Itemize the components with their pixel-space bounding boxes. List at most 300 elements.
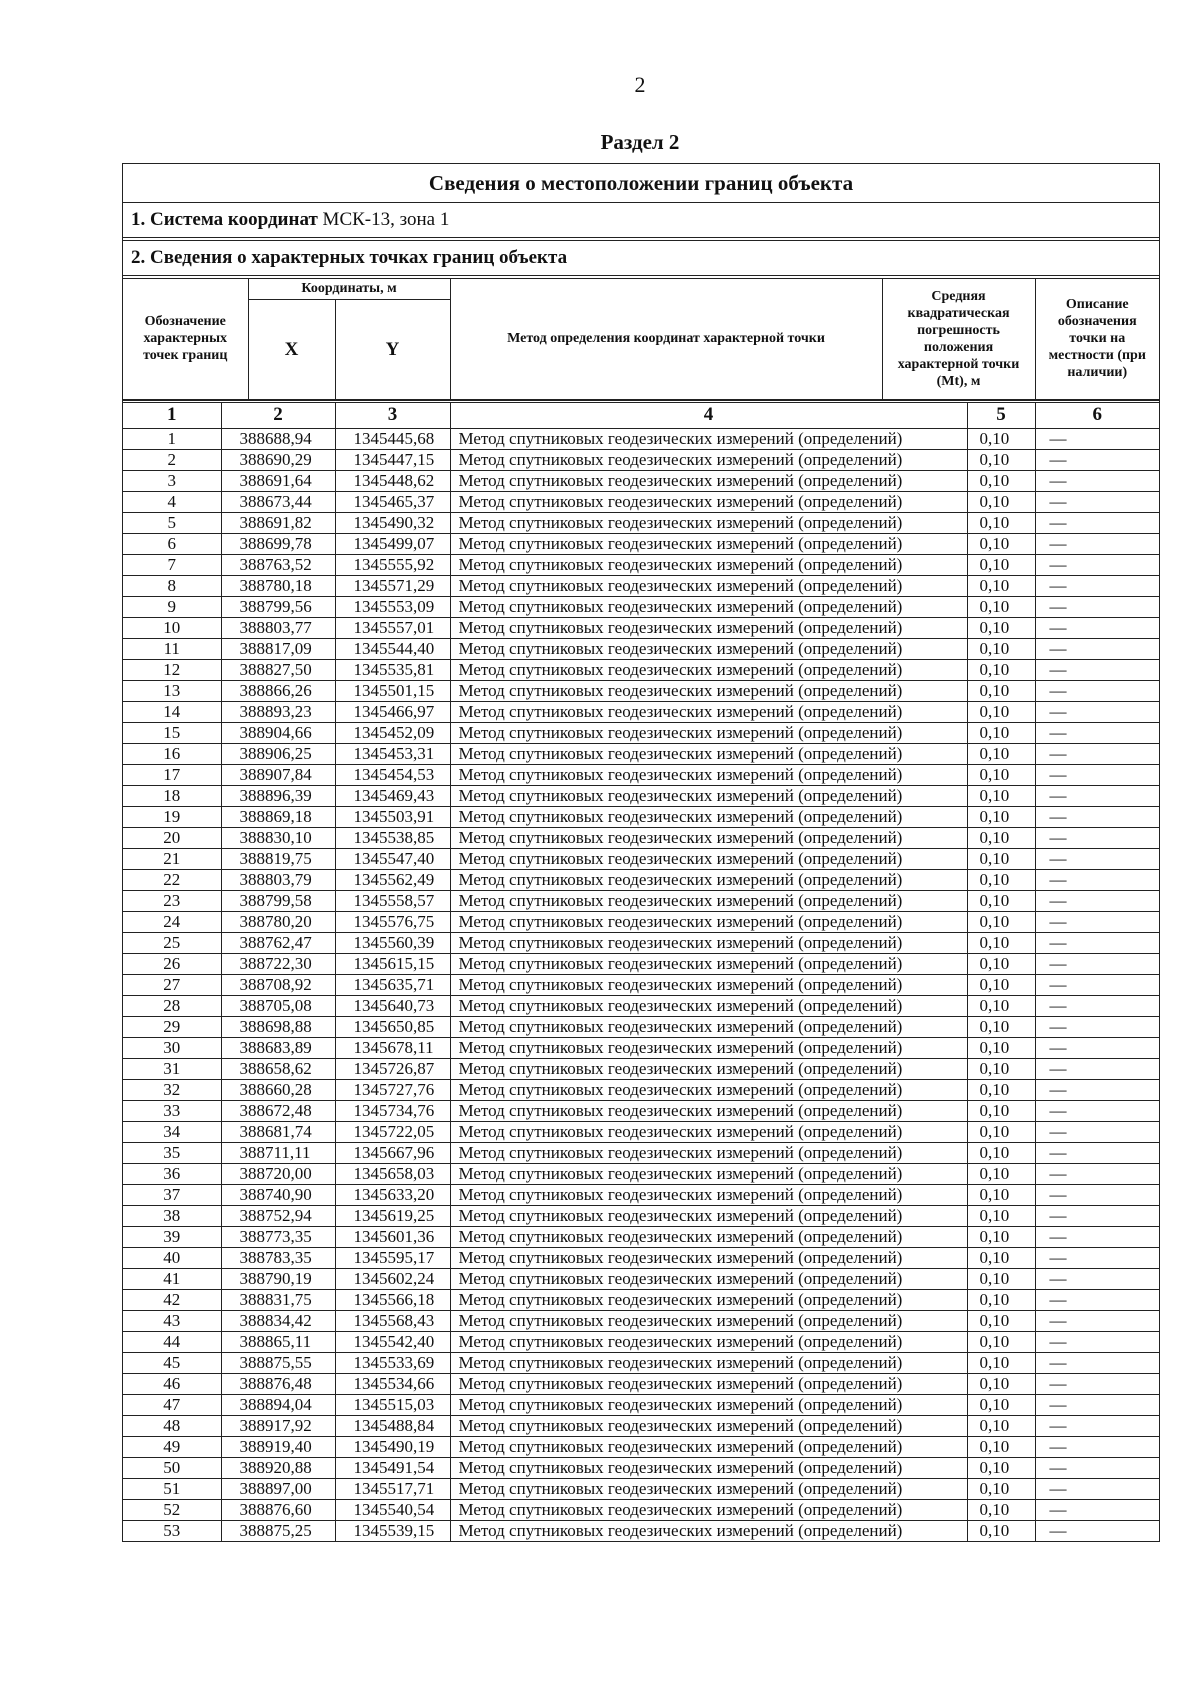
method: Метод спутниковых геодезических измерений (определений) [450, 1016, 967, 1037]
y-coordinate: 1345448,62 [335, 470, 450, 491]
description: — [1035, 1205, 1159, 1226]
point-number: 23 [123, 890, 221, 911]
point-number: 26 [123, 953, 221, 974]
y-coordinate: 1345539,15 [335, 1520, 450, 1541]
table-row [123, 638, 1159, 659]
x-coordinate: 388752,94 [221, 1205, 335, 1226]
y-coordinate: 1345538,85 [335, 827, 450, 848]
table-row [123, 659, 1159, 680]
y-coordinate: 1345499,07 [335, 533, 450, 554]
point-number: 12 [123, 659, 221, 680]
point-number: 1 [123, 428, 221, 449]
table-row [123, 596, 1159, 617]
x-coordinate: 388827,50 [221, 659, 335, 680]
table-row [123, 1352, 1159, 1373]
method: Метод спутниковых геодезических измерений (определений) [450, 554, 967, 575]
y-coordinate: 1345534,66 [335, 1373, 450, 1394]
error-value: 0,10 [967, 554, 1035, 575]
table-row [123, 785, 1159, 806]
error-value: 0,10 [967, 1058, 1035, 1079]
point-number: 31 [123, 1058, 221, 1079]
method: Метод спутниковых геодезических измерений (определений) [450, 449, 967, 470]
table-row [123, 1079, 1159, 1100]
x-coordinate: 388691,64 [221, 470, 335, 491]
point-number: 25 [123, 932, 221, 953]
y-coordinate: 1345454,53 [335, 764, 450, 785]
header-coordinates: Координаты, м [248, 279, 450, 299]
point-number: 7 [123, 554, 221, 575]
point-number: 18 [123, 785, 221, 806]
description: — [1035, 1247, 1159, 1268]
x-coordinate: 388780,18 [221, 575, 335, 596]
x-coordinate: 388763,52 [221, 554, 335, 575]
table-row [123, 1394, 1159, 1415]
table-row [123, 1058, 1159, 1079]
y-coordinate: 1345547,40 [335, 848, 450, 869]
description: — [1035, 806, 1159, 827]
error-value: 0,10 [967, 1121, 1035, 1142]
error-value: 0,10 [967, 953, 1035, 974]
error-value: 0,10 [967, 1373, 1035, 1394]
description: — [1035, 1478, 1159, 1499]
point-number: 20 [123, 827, 221, 848]
header-designation: Обозначение характерных точек границ [123, 279, 248, 399]
point-number: 5 [123, 512, 221, 533]
x-coordinate: 388699,78 [221, 533, 335, 554]
description: — [1035, 533, 1159, 554]
error-value: 0,10 [967, 701, 1035, 722]
table-row [123, 869, 1159, 890]
method: Метод спутниковых геодезических измерений (определений) [450, 932, 967, 953]
method: Метод спутниковых геодезических измерений (определений) [450, 722, 967, 743]
point-number: 47 [123, 1394, 221, 1415]
x-coordinate: 388660,28 [221, 1079, 335, 1100]
y-coordinate: 1345595,17 [335, 1247, 450, 1268]
description: — [1035, 869, 1159, 890]
x-coordinate: 388658,62 [221, 1058, 335, 1079]
x-coordinate: 388672,48 [221, 1100, 335, 1121]
x-coordinate: 388780,20 [221, 911, 335, 932]
x-coordinate: 388919,40 [221, 1436, 335, 1457]
x-coordinate: 388783,35 [221, 1247, 335, 1268]
error-value: 0,10 [967, 638, 1035, 659]
description: — [1035, 470, 1159, 491]
point-number: 51 [123, 1478, 221, 1499]
point-number: 2 [123, 449, 221, 470]
error-value: 0,10 [967, 1331, 1035, 1352]
error-value: 0,10 [967, 827, 1035, 848]
point-number: 11 [123, 638, 221, 659]
table-row [123, 932, 1159, 953]
y-coordinate: 1345553,09 [335, 596, 450, 617]
error-value: 0,10 [967, 659, 1035, 680]
y-coordinate: 1345658,03 [335, 1163, 450, 1184]
x-coordinate: 388688,94 [221, 428, 335, 449]
description: — [1035, 659, 1159, 680]
y-coordinate: 1345576,75 [335, 911, 450, 932]
point-number: 14 [123, 701, 221, 722]
error-value: 0,10 [967, 1100, 1035, 1121]
x-coordinate: 388690,29 [221, 449, 335, 470]
table-row [123, 1289, 1159, 1310]
method: Метод спутниковых геодезических измерений (определений) [450, 1142, 967, 1163]
method: Метод спутниковых геодезических измерений (определений) [450, 1478, 967, 1499]
method: Метод спутниковых геодезических измерений (определений) [450, 1415, 967, 1436]
error-value: 0,10 [967, 848, 1035, 869]
point-number: 27 [123, 974, 221, 995]
coord-system-value: МСК-13, зона 1 [317, 209, 450, 230]
y-coordinate: 1345727,76 [335, 1079, 450, 1100]
point-number: 52 [123, 1499, 221, 1520]
method: Метод спутниковых геодезических измерений (определений) [450, 1100, 967, 1121]
description: — [1035, 1331, 1159, 1352]
x-coordinate: 388831,75 [221, 1289, 335, 1310]
method: Метод спутниковых геодезических измерений (определений) [450, 659, 967, 680]
point-number: 53 [123, 1520, 221, 1541]
description: — [1035, 1184, 1159, 1205]
column-number: 3 [335, 401, 450, 428]
error-value: 0,10 [967, 1352, 1035, 1373]
error-value: 0,10 [967, 1268, 1035, 1289]
point-number: 32 [123, 1079, 221, 1100]
point-number: 34 [123, 1121, 221, 1142]
y-coordinate: 1345465,37 [335, 491, 450, 512]
point-number: 50 [123, 1457, 221, 1478]
y-coordinate: 1345533,69 [335, 1352, 450, 1373]
x-coordinate: 388705,08 [221, 995, 335, 1016]
method: Метод спутниковых геодезических измерений (определений) [450, 680, 967, 701]
header-method: Метод определения координат характерной точки [450, 279, 882, 399]
method: Метод спутниковых геодезических измерений (определений) [450, 1058, 967, 1079]
error-value: 0,10 [967, 428, 1035, 449]
x-coordinate: 388865,11 [221, 1331, 335, 1352]
y-coordinate: 1345535,81 [335, 659, 450, 680]
y-coordinate: 1345542,40 [335, 1331, 450, 1352]
table-row [123, 1121, 1159, 1142]
x-coordinate: 388830,10 [221, 827, 335, 848]
error-value: 0,10 [967, 995, 1035, 1016]
header-error: Средняя квадратическая погрешность положения характерной точки (Mt), м [882, 279, 1035, 399]
error-value: 0,10 [967, 470, 1035, 491]
x-coordinate: 388896,39 [221, 785, 335, 806]
table-row [123, 890, 1159, 911]
error-value: 0,10 [967, 1499, 1035, 1520]
point-number: 8 [123, 575, 221, 596]
error-value: 0,10 [967, 1457, 1035, 1478]
error-value: 0,10 [967, 533, 1035, 554]
x-coordinate: 388722,30 [221, 953, 335, 974]
description: — [1035, 428, 1159, 449]
method: Метод спутниковых геодезических измерений (определений) [450, 785, 967, 806]
method: Метод спутниковых геодезических измерений (определений) [450, 1079, 967, 1100]
description: — [1035, 1457, 1159, 1478]
method: Метод спутниковых геодезических измерений (определений) [450, 911, 967, 932]
coord-system-label: 1. Система координат [131, 209, 318, 230]
x-coordinate: 388681,74 [221, 1121, 335, 1142]
description: — [1035, 1163, 1159, 1184]
description: — [1035, 1289, 1159, 1310]
y-coordinate: 1345558,57 [335, 890, 450, 911]
description: — [1035, 596, 1159, 617]
x-coordinate: 388673,44 [221, 491, 335, 512]
point-number: 41 [123, 1268, 221, 1289]
method: Метод спутниковых геодезических измерений (определений) [450, 428, 967, 449]
x-coordinate: 388683,89 [221, 1037, 335, 1058]
error-value: 0,10 [967, 890, 1035, 911]
x-coordinate: 388819,75 [221, 848, 335, 869]
table-row [123, 1457, 1159, 1478]
header-y: Y [335, 299, 450, 399]
method: Метод спутниковых геодезических измерений (определений) [450, 827, 967, 848]
table-row [123, 1415, 1159, 1436]
table-row [123, 470, 1159, 491]
column-number: 6 [1035, 401, 1159, 428]
table-row [123, 533, 1159, 554]
x-coordinate: 388904,66 [221, 722, 335, 743]
y-coordinate: 1345447,15 [335, 449, 450, 470]
point-number: 35 [123, 1142, 221, 1163]
error-value: 0,10 [967, 1163, 1035, 1184]
method: Метод спутниковых геодезических измерений (определений) [450, 1205, 967, 1226]
table-row [123, 512, 1159, 533]
table-row [123, 1436, 1159, 1457]
header-description: Описание обозначения точки на местности (при наличии) [1035, 279, 1159, 399]
x-coordinate: 388773,35 [221, 1226, 335, 1247]
x-coordinate: 388875,55 [221, 1352, 335, 1373]
error-value: 0,10 [967, 1079, 1035, 1100]
method: Метод спутниковых геодезических измерений (определений) [450, 869, 967, 890]
method: Метод спутниковых геодезических измерений (определений) [450, 638, 967, 659]
error-value: 0,10 [967, 722, 1035, 743]
description: — [1035, 1037, 1159, 1058]
description: — [1035, 722, 1159, 743]
y-coordinate: 1345488,84 [335, 1415, 450, 1436]
x-coordinate: 388720,00 [221, 1163, 335, 1184]
x-coordinate: 388894,04 [221, 1394, 335, 1415]
point-number: 42 [123, 1289, 221, 1310]
description: — [1035, 1310, 1159, 1331]
description: — [1035, 1499, 1159, 1520]
error-value: 0,10 [967, 1205, 1035, 1226]
error-value: 0,10 [967, 512, 1035, 533]
points-title: 2. Сведения о характерных точках границ объекта [123, 241, 1159, 279]
y-coordinate: 1345571,29 [335, 575, 450, 596]
point-number: 19 [123, 806, 221, 827]
x-coordinate: 388762,47 [221, 932, 335, 953]
point-number: 16 [123, 743, 221, 764]
error-value: 0,10 [967, 869, 1035, 890]
table-row [123, 911, 1159, 932]
table-row [123, 806, 1159, 827]
point-number: 29 [123, 1016, 221, 1037]
method: Метод спутниковых геодезических измерений (определений) [450, 491, 967, 512]
table-row [123, 701, 1159, 722]
description: — [1035, 1142, 1159, 1163]
error-value: 0,10 [967, 1436, 1035, 1457]
method: Метод спутниковых геодезических измерений (определений) [450, 1037, 967, 1058]
y-coordinate: 1345562,49 [335, 869, 450, 890]
method: Метод спутниковых геодезических измерений (определений) [450, 1247, 967, 1268]
column-number-row [123, 401, 1159, 428]
method: Метод спутниковых геодезических измерений (определений) [450, 890, 967, 911]
description: — [1035, 953, 1159, 974]
x-coordinate: 388897,00 [221, 1478, 335, 1499]
description: — [1035, 449, 1159, 470]
point-number: 4 [123, 491, 221, 512]
error-value: 0,10 [967, 1037, 1035, 1058]
point-number: 44 [123, 1331, 221, 1352]
table-row [123, 743, 1159, 764]
y-coordinate: 1345503,91 [335, 806, 450, 827]
description: — [1035, 575, 1159, 596]
description: — [1035, 617, 1159, 638]
point-number: 21 [123, 848, 221, 869]
x-coordinate: 388803,77 [221, 617, 335, 638]
point-number: 10 [123, 617, 221, 638]
point-number: 40 [123, 1247, 221, 1268]
description: — [1035, 932, 1159, 953]
y-coordinate: 1345734,76 [335, 1100, 450, 1121]
y-coordinate: 1345667,96 [335, 1142, 450, 1163]
description: — [1035, 1394, 1159, 1415]
description: — [1035, 554, 1159, 575]
error-value: 0,10 [967, 764, 1035, 785]
error-value: 0,10 [967, 1247, 1035, 1268]
description: — [1035, 491, 1159, 512]
y-coordinate: 1345678,11 [335, 1037, 450, 1058]
method: Метод спутниковых геодезических измерений (определений) [450, 596, 967, 617]
error-value: 0,10 [967, 491, 1035, 512]
error-value: 0,10 [967, 1184, 1035, 1205]
method: Метод спутниковых геодезических измерений (определений) [450, 1184, 967, 1205]
y-coordinate: 1345722,05 [335, 1121, 450, 1142]
x-coordinate: 388691,82 [221, 512, 335, 533]
table-row [123, 1037, 1159, 1058]
error-value: 0,10 [967, 449, 1035, 470]
point-number: 43 [123, 1310, 221, 1331]
description: — [1035, 848, 1159, 869]
y-coordinate: 1345602,24 [335, 1268, 450, 1289]
table-row [123, 974, 1159, 995]
table-row [123, 764, 1159, 785]
table-row [123, 491, 1159, 512]
boundary-table-frame [122, 163, 1160, 1542]
error-value: 0,10 [967, 680, 1035, 701]
point-number: 30 [123, 1037, 221, 1058]
point-number: 22 [123, 869, 221, 890]
point-number: 24 [123, 911, 221, 932]
description: — [1035, 1079, 1159, 1100]
description: — [1035, 512, 1159, 533]
x-coordinate: 388711,11 [221, 1142, 335, 1163]
y-coordinate: 1345491,54 [335, 1457, 450, 1478]
method: Метод спутниковых геодезических измерений (определений) [450, 995, 967, 1016]
x-coordinate: 388920,88 [221, 1457, 335, 1478]
method: Метод спутниковых геодезических измерений (определений) [450, 1268, 967, 1289]
table-row [123, 1100, 1159, 1121]
point-number: 13 [123, 680, 221, 701]
table-row [123, 1163, 1159, 1184]
column-headers [123, 279, 1159, 400]
method: Метод спутниковых геодезических измерений (определений) [450, 1436, 967, 1457]
table-row [123, 848, 1159, 869]
method: Метод спутниковых геодезических измерений (определений) [450, 1289, 967, 1310]
point-number: 33 [123, 1100, 221, 1121]
method: Метод спутниковых геодезических измерений (определений) [450, 575, 967, 596]
point-number: 3 [123, 470, 221, 491]
x-coordinate: 388907,84 [221, 764, 335, 785]
error-value: 0,10 [967, 596, 1035, 617]
description: — [1035, 974, 1159, 995]
point-number: 49 [123, 1436, 221, 1457]
y-coordinate: 1345726,87 [335, 1058, 450, 1079]
description: — [1035, 911, 1159, 932]
method: Метод спутниковых геодезических измерений (определений) [450, 974, 967, 995]
x-coordinate: 388799,58 [221, 890, 335, 911]
y-coordinate: 1345615,15 [335, 953, 450, 974]
method: Метод спутниковых геодезических измерений (определений) [450, 1520, 967, 1541]
method: Метод спутниковых геодезических измерений (определений) [450, 617, 967, 638]
error-value: 0,10 [967, 1310, 1035, 1331]
description: — [1035, 1016, 1159, 1037]
description: — [1035, 1121, 1159, 1142]
description: — [1035, 1520, 1159, 1541]
method: Метод спутниковых геодезических измерений (определений) [450, 806, 967, 827]
y-coordinate: 1345501,15 [335, 680, 450, 701]
y-coordinate: 1345490,19 [335, 1436, 450, 1457]
table-row [123, 1310, 1159, 1331]
y-coordinate: 1345555,92 [335, 554, 450, 575]
method: Метод спутниковых геодезических измерений (определений) [450, 1457, 967, 1478]
y-coordinate: 1345544,40 [335, 638, 450, 659]
y-coordinate: 1345540,54 [335, 1499, 450, 1520]
table-row [123, 1226, 1159, 1247]
table-row [123, 1478, 1159, 1499]
y-coordinate: 1345517,71 [335, 1478, 450, 1499]
description: — [1035, 701, 1159, 722]
x-coordinate: 388799,56 [221, 596, 335, 617]
y-coordinate: 1345452,09 [335, 722, 450, 743]
table-row [123, 995, 1159, 1016]
x-coordinate: 388876,48 [221, 1373, 335, 1394]
method: Метод спутниковых геодезических измерений (определений) [450, 533, 967, 554]
x-coordinate: 388893,23 [221, 701, 335, 722]
table-row [123, 827, 1159, 848]
error-value: 0,10 [967, 617, 1035, 638]
method: Метод спутниковых геодезических измерений (определений) [450, 1331, 967, 1352]
page-number: 2 [634, 72, 646, 97]
table-row [123, 1268, 1159, 1289]
description: — [1035, 638, 1159, 659]
method: Метод спутниковых геодезических измерений (определений) [450, 470, 967, 491]
error-value: 0,10 [967, 932, 1035, 953]
y-coordinate: 1345453,31 [335, 743, 450, 764]
error-value: 0,10 [967, 974, 1035, 995]
point-number: 28 [123, 995, 221, 1016]
error-value: 0,10 [967, 1142, 1035, 1163]
table-row [123, 1205, 1159, 1226]
point-number: 17 [123, 764, 221, 785]
method: Метод спутниковых геодезических измерений (определений) [450, 1163, 967, 1184]
method: Метод спутниковых геодезических измерений (определений) [450, 1226, 967, 1247]
header-x: X [248, 299, 335, 399]
description: — [1035, 680, 1159, 701]
description: — [1035, 1100, 1159, 1121]
point-number: 9 [123, 596, 221, 617]
points-table [123, 400, 1159, 1541]
x-coordinate: 388906,25 [221, 743, 335, 764]
point-number: 36 [123, 1163, 221, 1184]
